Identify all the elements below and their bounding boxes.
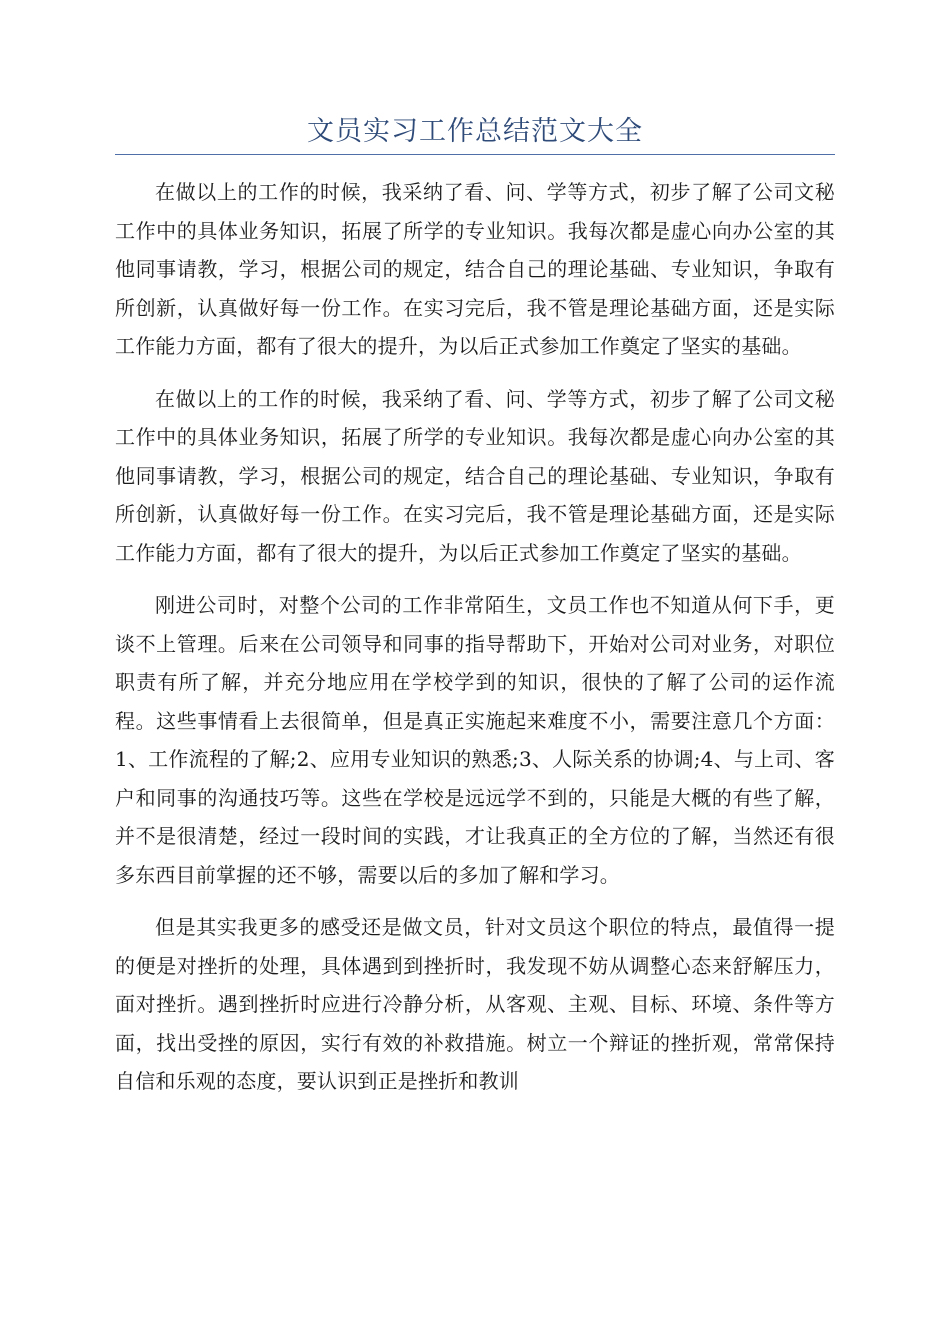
document-body [115, 173, 835, 1115]
paragraph-4: 但是其实我更多的感受还是做文员，针对文员这个职位的特点，最值得一提的便是对挫折的处理，具体遇到到挫折时，我发现不妨从调整心态来舒解压力，面对挫折。遇到挫折时应进行冷静分析，从客观、主观、目标、环境、条件等方面，找出受挫的原因，实行有效的补救措施。树立一个辩证的挫折观，常常保持自信和乐观的态度，要认识到正是挫折和教训 [115, 915, 835, 1093]
paragraph-2: 在做以上的工作的时候，我采纳了看、问、学等方式，初步了解了公司文秘工作中的具体业务知识，拓展了所学的专业知识。我每次都是虚心向办公室的其他同事请教，学习，根据公司的规定，结合自己的理论基础、专业知识，争取有所创新，认真做好每一份工作。在实习完后，我不管是理论基础方面，还是实际工作能力方面，都有了很大的提升，为以后正式参加工作奠定了坚实的基础。 [115, 386, 835, 565]
paragraph-1: 在做以上的工作的时候，我采纳了看、问、学等方式，初步了解了公司文秘工作中的具体业务知识，拓展了所学的专业知识。我每次都是虚心向办公室的其他同事请教，学习，根据公司的规定，结合自己的理论基础、专业知识，争取有所创新，认真做好每一份工作。在实习完后，我不管是理论基础方面，还是实际工作能力方面，都有了很大的提升，为以后正式参加工作奠定了坚实的基础。 [115, 180, 835, 358]
page-title: 文员实习工作总结范文大全 [307, 116, 643, 147]
paragraph-3: 刚进公司时，对整个公司的工作非常陌生，文员工作也不知道从何下手，更谈不上管理。后来在公司领导和同事的指导帮助下，开始对公司对业务，对职位职责有所了解，并充分地应用在学校学到的知识，很快的了解了公司的运作流程。这些事情看上去很简单，但是真正实施起来难度不小，需要注意几个方面：1、工作流程的了解;2、应用专业知识的熟悉;3、人际关系的协调;4、与上司、客户和同事的沟通技巧等。这些在学校是远远学不到的，只能是大概的有些了解，并不是很清楚，经过一段时间的实践，才让我真正的全方位的了解，当然还有很多东西目前掌握的还不够，需要以后的多加了解和学习。 [115, 593, 835, 887]
title-underline [115, 154, 835, 155]
